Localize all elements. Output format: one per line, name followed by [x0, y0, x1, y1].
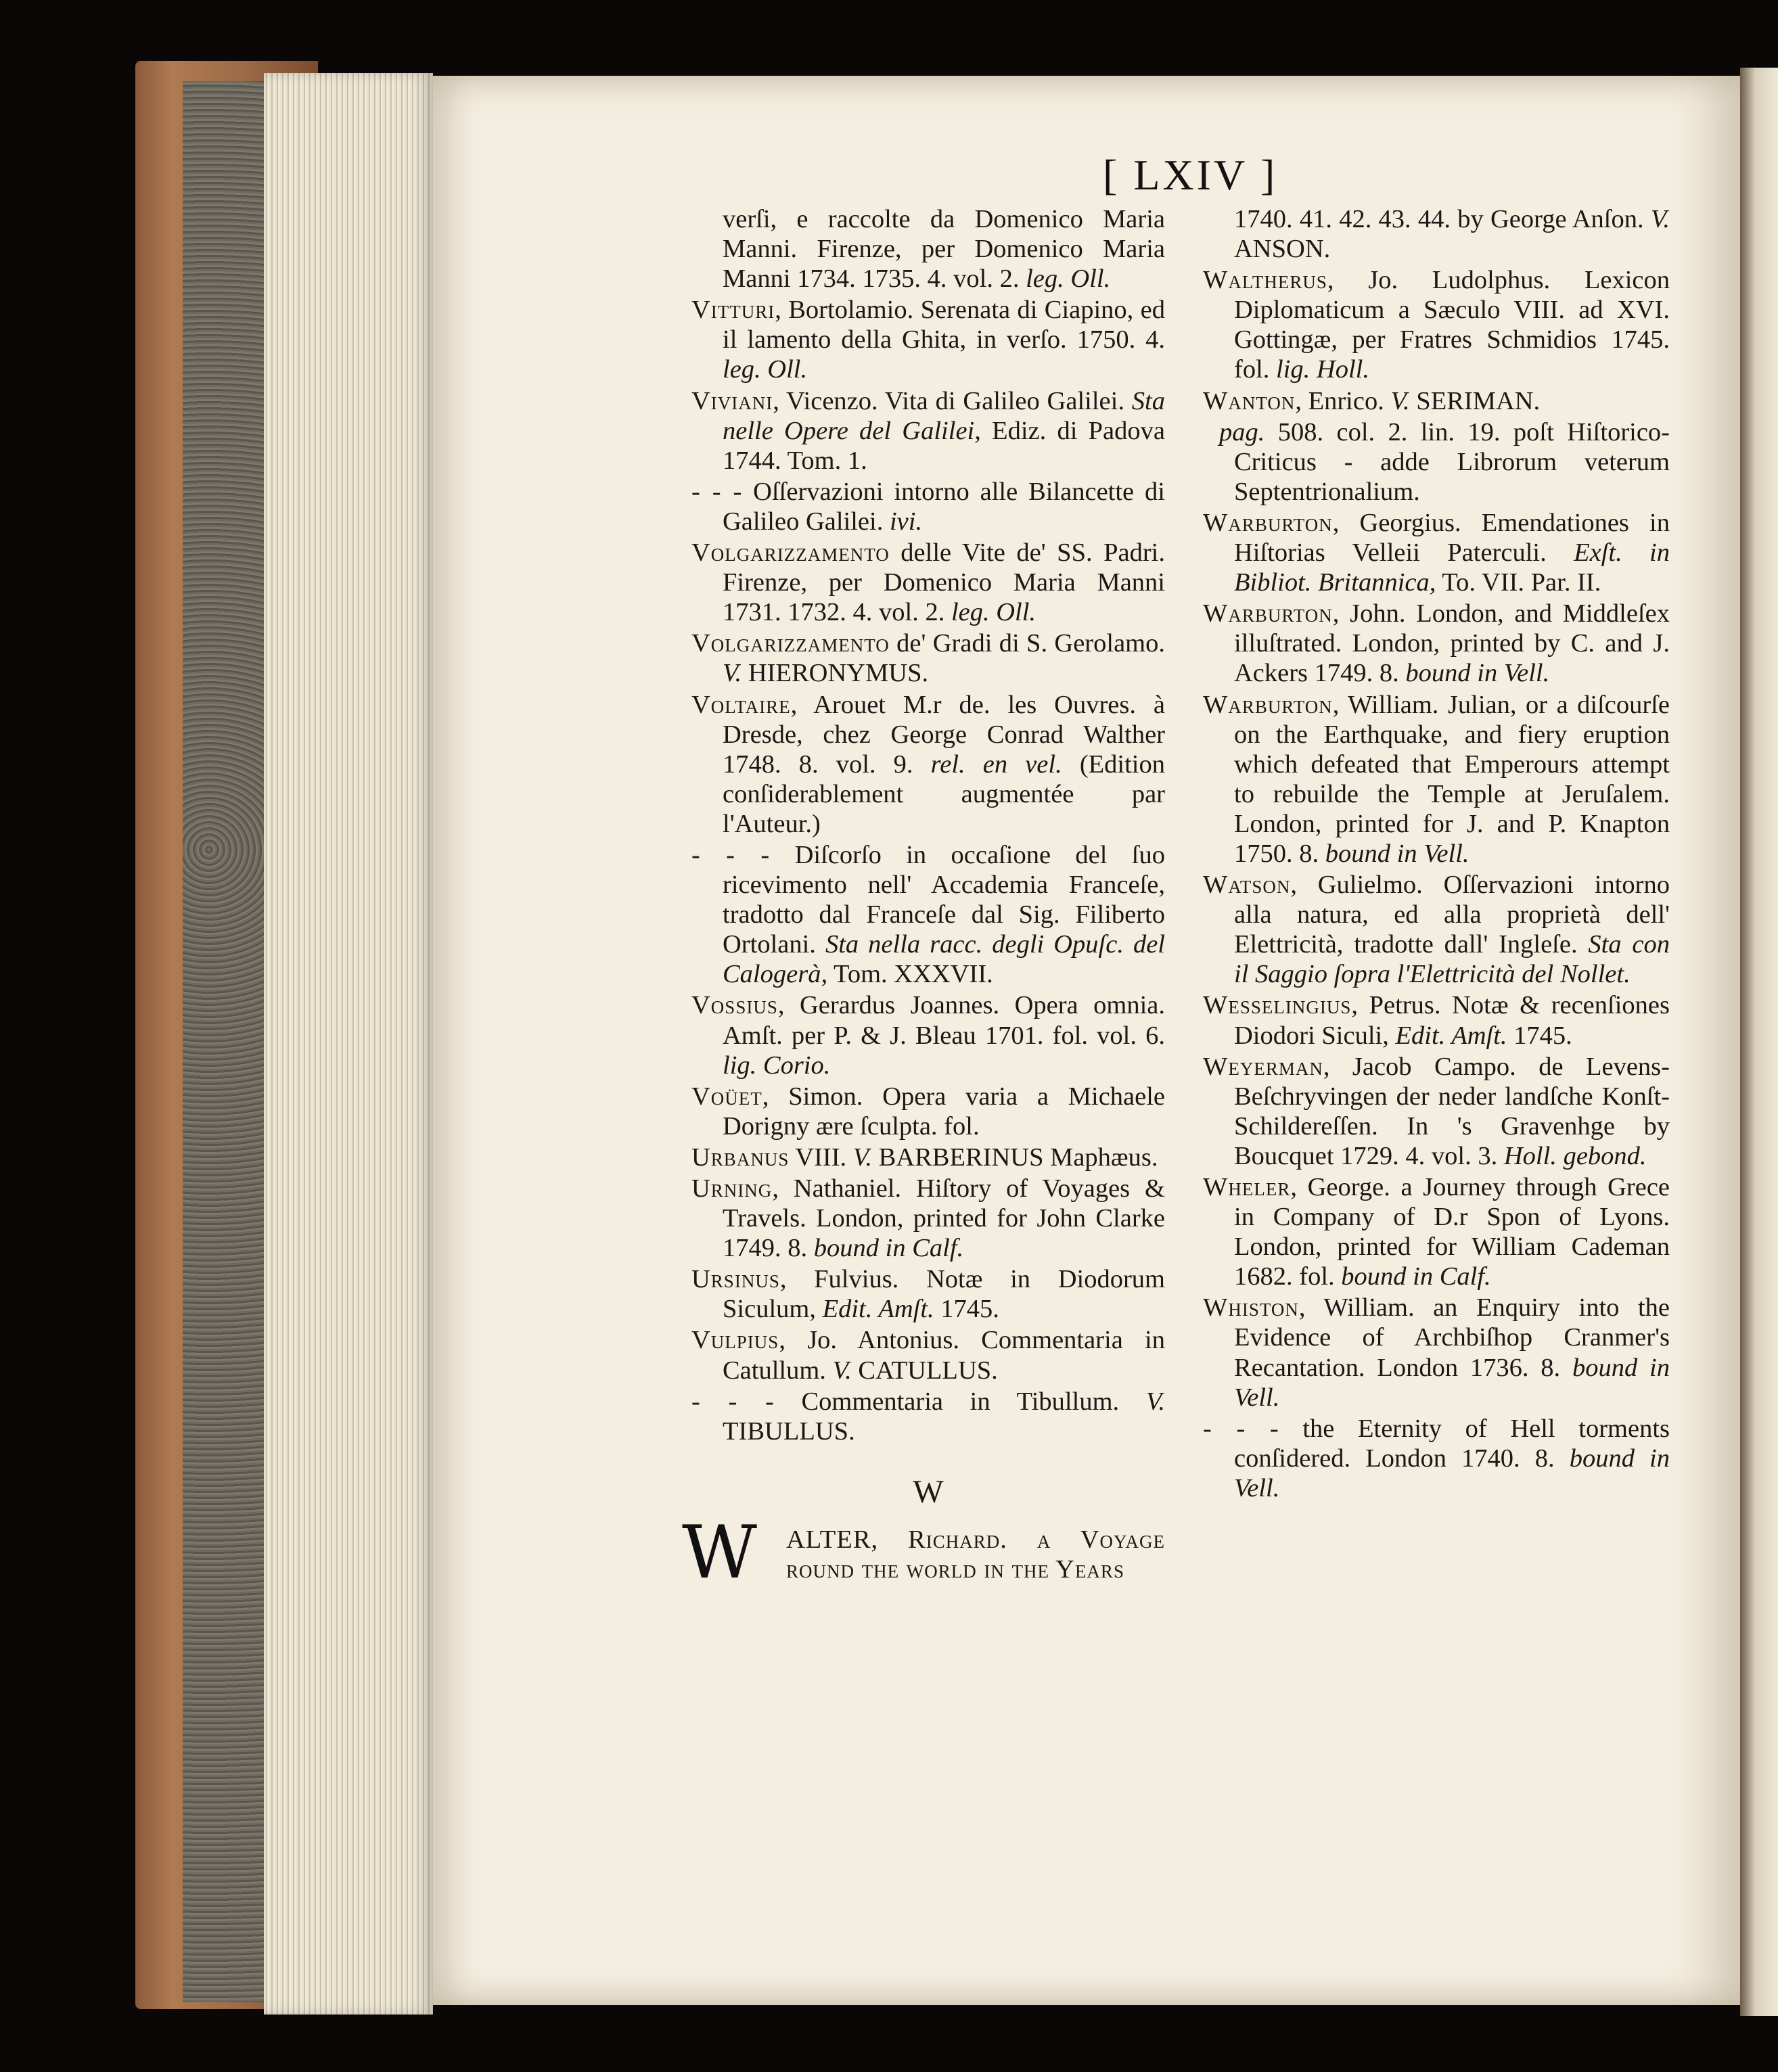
- entry-italic: bound in Calf.: [813, 1234, 964, 1263]
- entry-italic: lig. Holl.: [1276, 355, 1369, 384]
- entry-text-after: HIERONYMUS.: [742, 659, 929, 688]
- entry-text: , William. an Enquiry into the Evidence of Archbiſhop Cranmer's Recantation. London 1736. 8.: [1234, 1293, 1670, 1382]
- section-heading: W: [913, 1473, 944, 1510]
- entry-author: - - -: [691, 477, 743, 506]
- entry-italic: ivi.: [889, 507, 923, 536]
- index-entry: [1203, 599, 1670, 688]
- entry-author: Waltherus: [1203, 266, 1327, 295]
- page-number: [ LXIV ]: [1103, 151, 1278, 199]
- entry-text: delle Vite de' SS. Padri. Firenze, per Domenico Maria Manni 1731. 1732. 4. vol. 2.: [723, 538, 1165, 627]
- index-entry: [691, 204, 1165, 294]
- index-entry: [691, 628, 1165, 688]
- index-entry: [691, 1325, 1165, 1385]
- entry-italic: V.: [1650, 205, 1670, 233]
- entry-text: the Eternity of Hell torments conſidered. London 1740. 8.: [1234, 1414, 1670, 1473]
- index-entry: [691, 1082, 1165, 1141]
- entry-italic: bound in Calf.: [1341, 1262, 1491, 1291]
- entry-text: ALTER, Richard. a Voyage round the world in the Years: [786, 1525, 1165, 1584]
- entry-author: Wanton: [1203, 386, 1296, 415]
- index-entry: [1203, 690, 1670, 869]
- index-entry: [1203, 1293, 1670, 1412]
- entry-italic: Sta nella racc. degli Opuſc. del Calogerà,: [723, 930, 1166, 989]
- entry-author: - - -: [691, 1387, 775, 1416]
- entry-italic: leg. Oll.: [723, 355, 808, 384]
- page-edges: [264, 73, 433, 2015]
- index-entry: [1203, 990, 1670, 1050]
- entry-author: Warburton: [1203, 508, 1333, 537]
- entry-text-after: BARBERINUS Maphæus.: [871, 1143, 1158, 1172]
- entry-text: Oſſervazioni intorno alle Bilancette di Galileo Galilei.: [723, 477, 1165, 536]
- marbled-board: [183, 81, 271, 2002]
- entry-author: - - -: [1203, 1414, 1279, 1443]
- index-entry: [691, 538, 1165, 627]
- entry-text-after: 1745.: [1507, 1021, 1572, 1050]
- entry-italic: V.: [852, 1143, 872, 1172]
- entry-italic: pag.: [1219, 417, 1265, 446]
- entry-italic: Sta con il Saggio ſopra l'Elettricità del Nollet.: [1234, 930, 1670, 989]
- index-entry: [1203, 1172, 1670, 1291]
- entry-author: Voltaire: [691, 690, 791, 719]
- entry-italic: V.: [1145, 1387, 1165, 1416]
- entry-text: , Jo. Ludolphus. Lexicon Diplomaticum a Sæculo VIII. ad XVI. Gottingæ, per Fratres Schmidios 1745. fol.: [1234, 266, 1670, 384]
- entry-italic: bound in Vell.: [1234, 1444, 1670, 1502]
- index-entry: [691, 386, 1165, 476]
- entry-text: , Georgius. Emendationes in Hiſtorias Velleii Paterculi.: [1234, 508, 1670, 568]
- entry-text: , Jo. Antonius. Commentaria in Catullum.: [723, 1326, 1165, 1385]
- index-entry: [691, 477, 1165, 536]
- entry-text-after: 508. col. 2. lin. 19. poſt Hiſtorico-Criticus - adde Librorum veterum Septentrionalium.: [1234, 417, 1670, 506]
- entry-author: Whiston: [1203, 1293, 1299, 1322]
- entry-author: Volgarizzamento: [691, 538, 890, 568]
- entry-text-after: To. VII. Par. II.: [1436, 568, 1601, 597]
- index-entry: [691, 1264, 1165, 1324]
- entry-italic: V.: [832, 1356, 852, 1385]
- entry-author: Wheler: [1203, 1173, 1291, 1201]
- entry-text-after: TIBULLUS.: [723, 1417, 855, 1446]
- index-entry: [1203, 204, 1670, 264]
- entry-italic: Edit. Amſt.: [822, 1295, 934, 1324]
- entry-text: , John. London, and Middleſex illuſtrated. London, printed by C. and J. Ackers 1749. 8.: [1234, 599, 1670, 688]
- entry-italic: lig. Corio.: [723, 1051, 831, 1080]
- entry-text: , Nathaniel. Hiſtory of Voyages & Travels. London, printed for John Clarke 1749. 8.: [723, 1174, 1165, 1263]
- entry-text-after: 1745.: [934, 1295, 999, 1324]
- entry-text: , William. Julian, or a diſcourſe on the Earthquake, and fiery eruption which defeated that Emperours attempt to rebuilde the Temple at Jeruſalem. London, printed for J. and P. Knapton 1750. 8.: [1234, 690, 1670, 868]
- entry-author: Vossius: [691, 991, 778, 1020]
- entry-author: Vulpius: [691, 1326, 779, 1355]
- index-entry-dropcap: [682, 1510, 1165, 1595]
- entry-italic: bound in Vell.: [1405, 659, 1550, 688]
- facing-page-edge: [1740, 68, 1778, 2016]
- index-entry: [691, 1143, 1165, 1172]
- entry-text-after: SERIMAN.: [1409, 386, 1541, 415]
- entry-author: Warburton: [1203, 690, 1333, 719]
- entry-text: , Jacob Campo. de Levens-Beſchryvingen der neder landſche Konſt-Schildereſſen. In 's Gravenhge by Boucquet 1729. 4. vol. 3.: [1234, 1052, 1670, 1170]
- index-entry: [691, 990, 1165, 1080]
- entry-text-after: Ediz. di Padova 1744. Tom. 1.: [723, 416, 1165, 475]
- entry-author: Wesselingius: [1203, 991, 1352, 1020]
- index-entry: [691, 840, 1165, 989]
- entry-italic: Edit. Amſt.: [1395, 1021, 1507, 1050]
- entry-text: Diſcorſo in occaſione del ſuo ricevimento nell' Accademia Franceſe, tradotto dal Franceſe dal Sig. Filiberto Ortolani.: [723, 840, 1165, 959]
- entry-text: , Arouet M.r de. les Ouvres. à Dresde, chez George Conrad Walther 1748. 8. vol. 9.: [723, 690, 1165, 779]
- entry-author: - - -: [691, 840, 771, 869]
- entry-italic: Holl. gebond.: [1503, 1141, 1647, 1170]
- index-entry: [1203, 1414, 1670, 1503]
- index-entry: [1203, 265, 1670, 384]
- left-column: [682, 204, 1166, 1595]
- entry-text: de' Gradi di S. Gerolamo.: [889, 629, 1165, 658]
- entry-author: Volgarizzamento: [691, 629, 890, 658]
- entry-author: Watson: [1203, 871, 1291, 900]
- entry-author: Ursinus: [691, 1265, 780, 1294]
- entry-text: , Petrus. Notæ & recenſiones Diodori Siculi,: [1234, 991, 1670, 1050]
- index-entry: [691, 295, 1165, 384]
- entry-author: Viviani: [691, 386, 773, 415]
- index-entry: [691, 1174, 1165, 1263]
- right-column: [1203, 204, 1670, 1503]
- entry-author: Urbanus: [691, 1143, 790, 1172]
- index-entry: [691, 690, 1165, 839]
- entry-text: , George. a Journey through Grece in Company of D.r Spon of Lyons. London, printed for William Cademan 1682. fol.: [1234, 1173, 1670, 1291]
- entry-italic: leg. Oll.: [951, 598, 1036, 627]
- drop-cap-letter: W: [682, 1510, 758, 1595]
- index-entry: [691, 1387, 1165, 1446]
- entry-text: verſi, e raccolte da Domenico Maria Manni. Firenze, per Domenico Maria Manni 1734. 1735. 4. vol. 2.: [723, 205, 1165, 294]
- entry-text: , Fulvius. Notæ in Diodorum Siculum,: [723, 1265, 1165, 1324]
- index-entry: [1203, 870, 1670, 989]
- entry-text-after: CATULLUS.: [851, 1356, 998, 1385]
- entry-text: , Bortolamio. Serenata di Ciapino, ed il lamento della Ghita, in verſo. 1750. 4.: [723, 296, 1165, 354]
- entry-author: Weyerman: [1203, 1052, 1323, 1081]
- entry-italic: bound in Vell.: [1234, 1353, 1670, 1412]
- entry-italic: Sta nelle Opere del Galilei,: [723, 386, 1165, 445]
- index-entry: [1203, 417, 1670, 507]
- index-entry: [1203, 508, 1670, 597]
- entry-italic: Exſt. in Bibliot. Britannica,: [1234, 538, 1670, 597]
- index-entry: [1203, 1052, 1670, 1171]
- entry-text: VIII.: [789, 1143, 847, 1172]
- entry-italic: V.: [1390, 386, 1410, 415]
- entry-text: , Simon. Opera varia a Michaele Dorigny ære ſculpta. fol.: [723, 1082, 1165, 1141]
- entry-author: Vitturi: [691, 296, 775, 325]
- entry-text-after: Tom. XXXVII.: [827, 960, 993, 989]
- entry-text: , Enrico.: [1295, 386, 1384, 415]
- entry-text: , Vicenzo. Vita di Galileo Galilei.: [773, 386, 1124, 415]
- entry-text: , Gulielmo. Oſſervazioni intorno alla natura, ed alla proprietà dell' Elettricità, tradotte dall' Ingleſe.: [1234, 871, 1670, 959]
- entry-italic: rel. en vel.: [930, 750, 1062, 779]
- index-entry: [1203, 386, 1670, 416]
- entry-italic: bound in Vell.: [1325, 839, 1469, 868]
- entry-italic: V.: [723, 659, 742, 688]
- entry-text: 1740. 41. 42. 43. 44. by George Anſon.: [1234, 205, 1644, 233]
- entry-text: Commentaria in Tibullum.: [774, 1387, 1120, 1416]
- entry-author: Urning: [691, 1174, 773, 1203]
- entry-author: Voüet: [691, 1082, 762, 1111]
- entry-text: , Gerardus Joannes. Opera omnia. Amſt. per P. & J. Bleau 1701. fol. vol. 6.: [723, 991, 1165, 1050]
- entry-text-after: ANSON.: [1234, 235, 1331, 264]
- entry-author: Warburton: [1203, 599, 1333, 628]
- entry-text-after: (Edition conſiderablement augmentée par l'Auteur.): [723, 750, 1165, 838]
- entry-italic: leg. Oll.: [1026, 264, 1111, 294]
